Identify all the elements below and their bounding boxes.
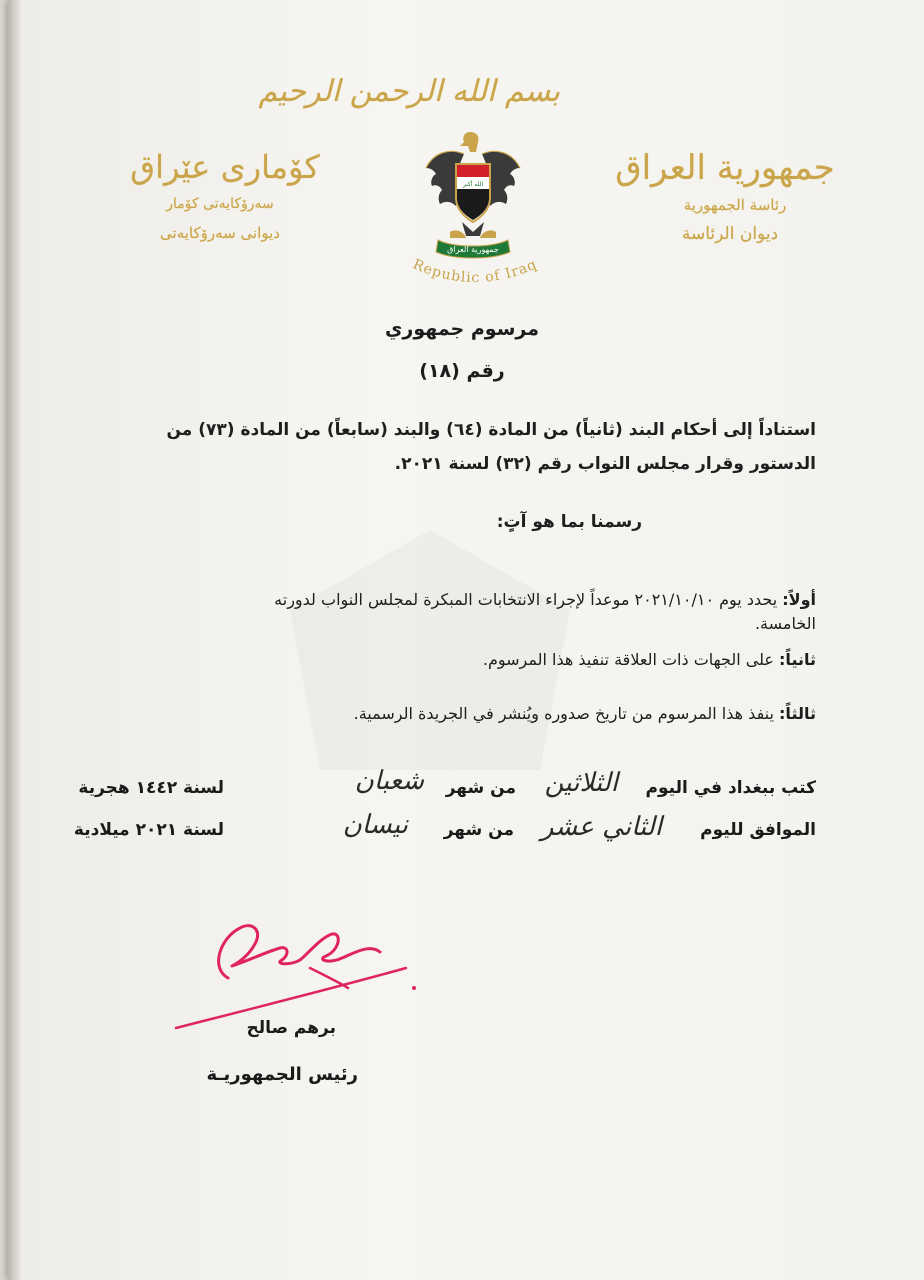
item-label: ثانياً:	[779, 650, 816, 669]
basmala-heading: بسم الله الرحمن الرحيم	[258, 74, 560, 109]
item-text-line-2: الخامسة.	[754, 614, 816, 633]
republic-en-arc-text	[395, 252, 555, 302]
decreed-statement: رسمنا بما هو آتٍ:	[496, 512, 642, 532]
svg-text:الله أكبر: الله أكبر	[462, 181, 484, 188]
decree-number: رقم (١٨)	[419, 360, 505, 382]
dateline-row2-prefix: الموافق لليوم	[700, 820, 816, 840]
item-text: على الجهات ذات العلاقة تنفيذ هذا المرسوم.	[482, 650, 774, 669]
dateline-row2-year: لسنة ٢٠٢١ ميلادية	[73, 820, 224, 840]
dateline-row2-day-handwritten: الثاني عشر	[540, 812, 662, 842]
decree-item-first	[274, 590, 816, 609]
arabic-office-subtitle: ديوان الرئاسة	[681, 224, 779, 244]
decree-item-third	[354, 704, 816, 723]
preamble-line-2: الدستور وقرار مجلس النواب رقم (٣٢) لسنة ٢٠٢١.	[394, 454, 816, 474]
decree-item-second	[483, 650, 816, 669]
arabic-government-subtitle: رئاسة الجمهورية	[683, 196, 787, 214]
emblem-banner-text: جمهورية العراق	[447, 245, 499, 254]
arabic-government-title: جمهورية العراق	[615, 148, 835, 188]
iraq-eagle-emblem-icon	[420, 128, 525, 263]
signatory-name: برهم صالح	[246, 1018, 336, 1038]
item-label: أولاً:	[782, 590, 816, 609]
item-text: ينفذ هذا المرسوم من تاريخ صدوره ويُنشر في الجريدة الرسمية.	[353, 704, 774, 723]
item-label: ثالثاً:	[779, 704, 816, 723]
signatory-title: رئيس الجمهوريـة	[206, 1064, 358, 1085]
decree-title: مرسوم جمهوري	[385, 318, 539, 340]
kurdish-government-title: كۆماری عێراق	[130, 148, 320, 186]
decree-item-first-continued	[755, 614, 816, 633]
kurdish-government-subtitle: سەرۆكایەتی كۆمار	[166, 196, 274, 212]
page-edge-shadow	[8, 0, 22, 1280]
preamble-line-1: استناداً إلى أحكام البند (ثانياً) من المادة (٦٤) والبند (سابعاً) من المادة (٧٣) من	[166, 420, 816, 440]
dateline-row2-month-handwritten: نيسان	[342, 810, 408, 840]
svg-text:Republic of Iraq: Republic of Iraq	[410, 256, 540, 287]
dateline-row2-month-label: من شهر	[443, 820, 514, 840]
kurdish-office-subtitle: دیوانی سەرۆكایەتی	[160, 224, 280, 242]
item-text-line-1: يحدد يوم ٢٠٢١/١٠/١٠ موعداً لإجراء الانتخابات المبكرة لمجلس النواب لدورته	[274, 590, 778, 609]
dateline-row1-prefix: كتب ببغداد في اليوم	[645, 778, 816, 798]
dateline-row1-month-label: من شهر	[445, 778, 516, 798]
dateline-row1-month-handwritten: شعبان	[354, 766, 424, 796]
dateline-row1-day-handwritten: الثلاثين	[544, 768, 618, 798]
dateline-row1-year: لسنة ١٤٤٢ هجرية	[78, 778, 224, 798]
